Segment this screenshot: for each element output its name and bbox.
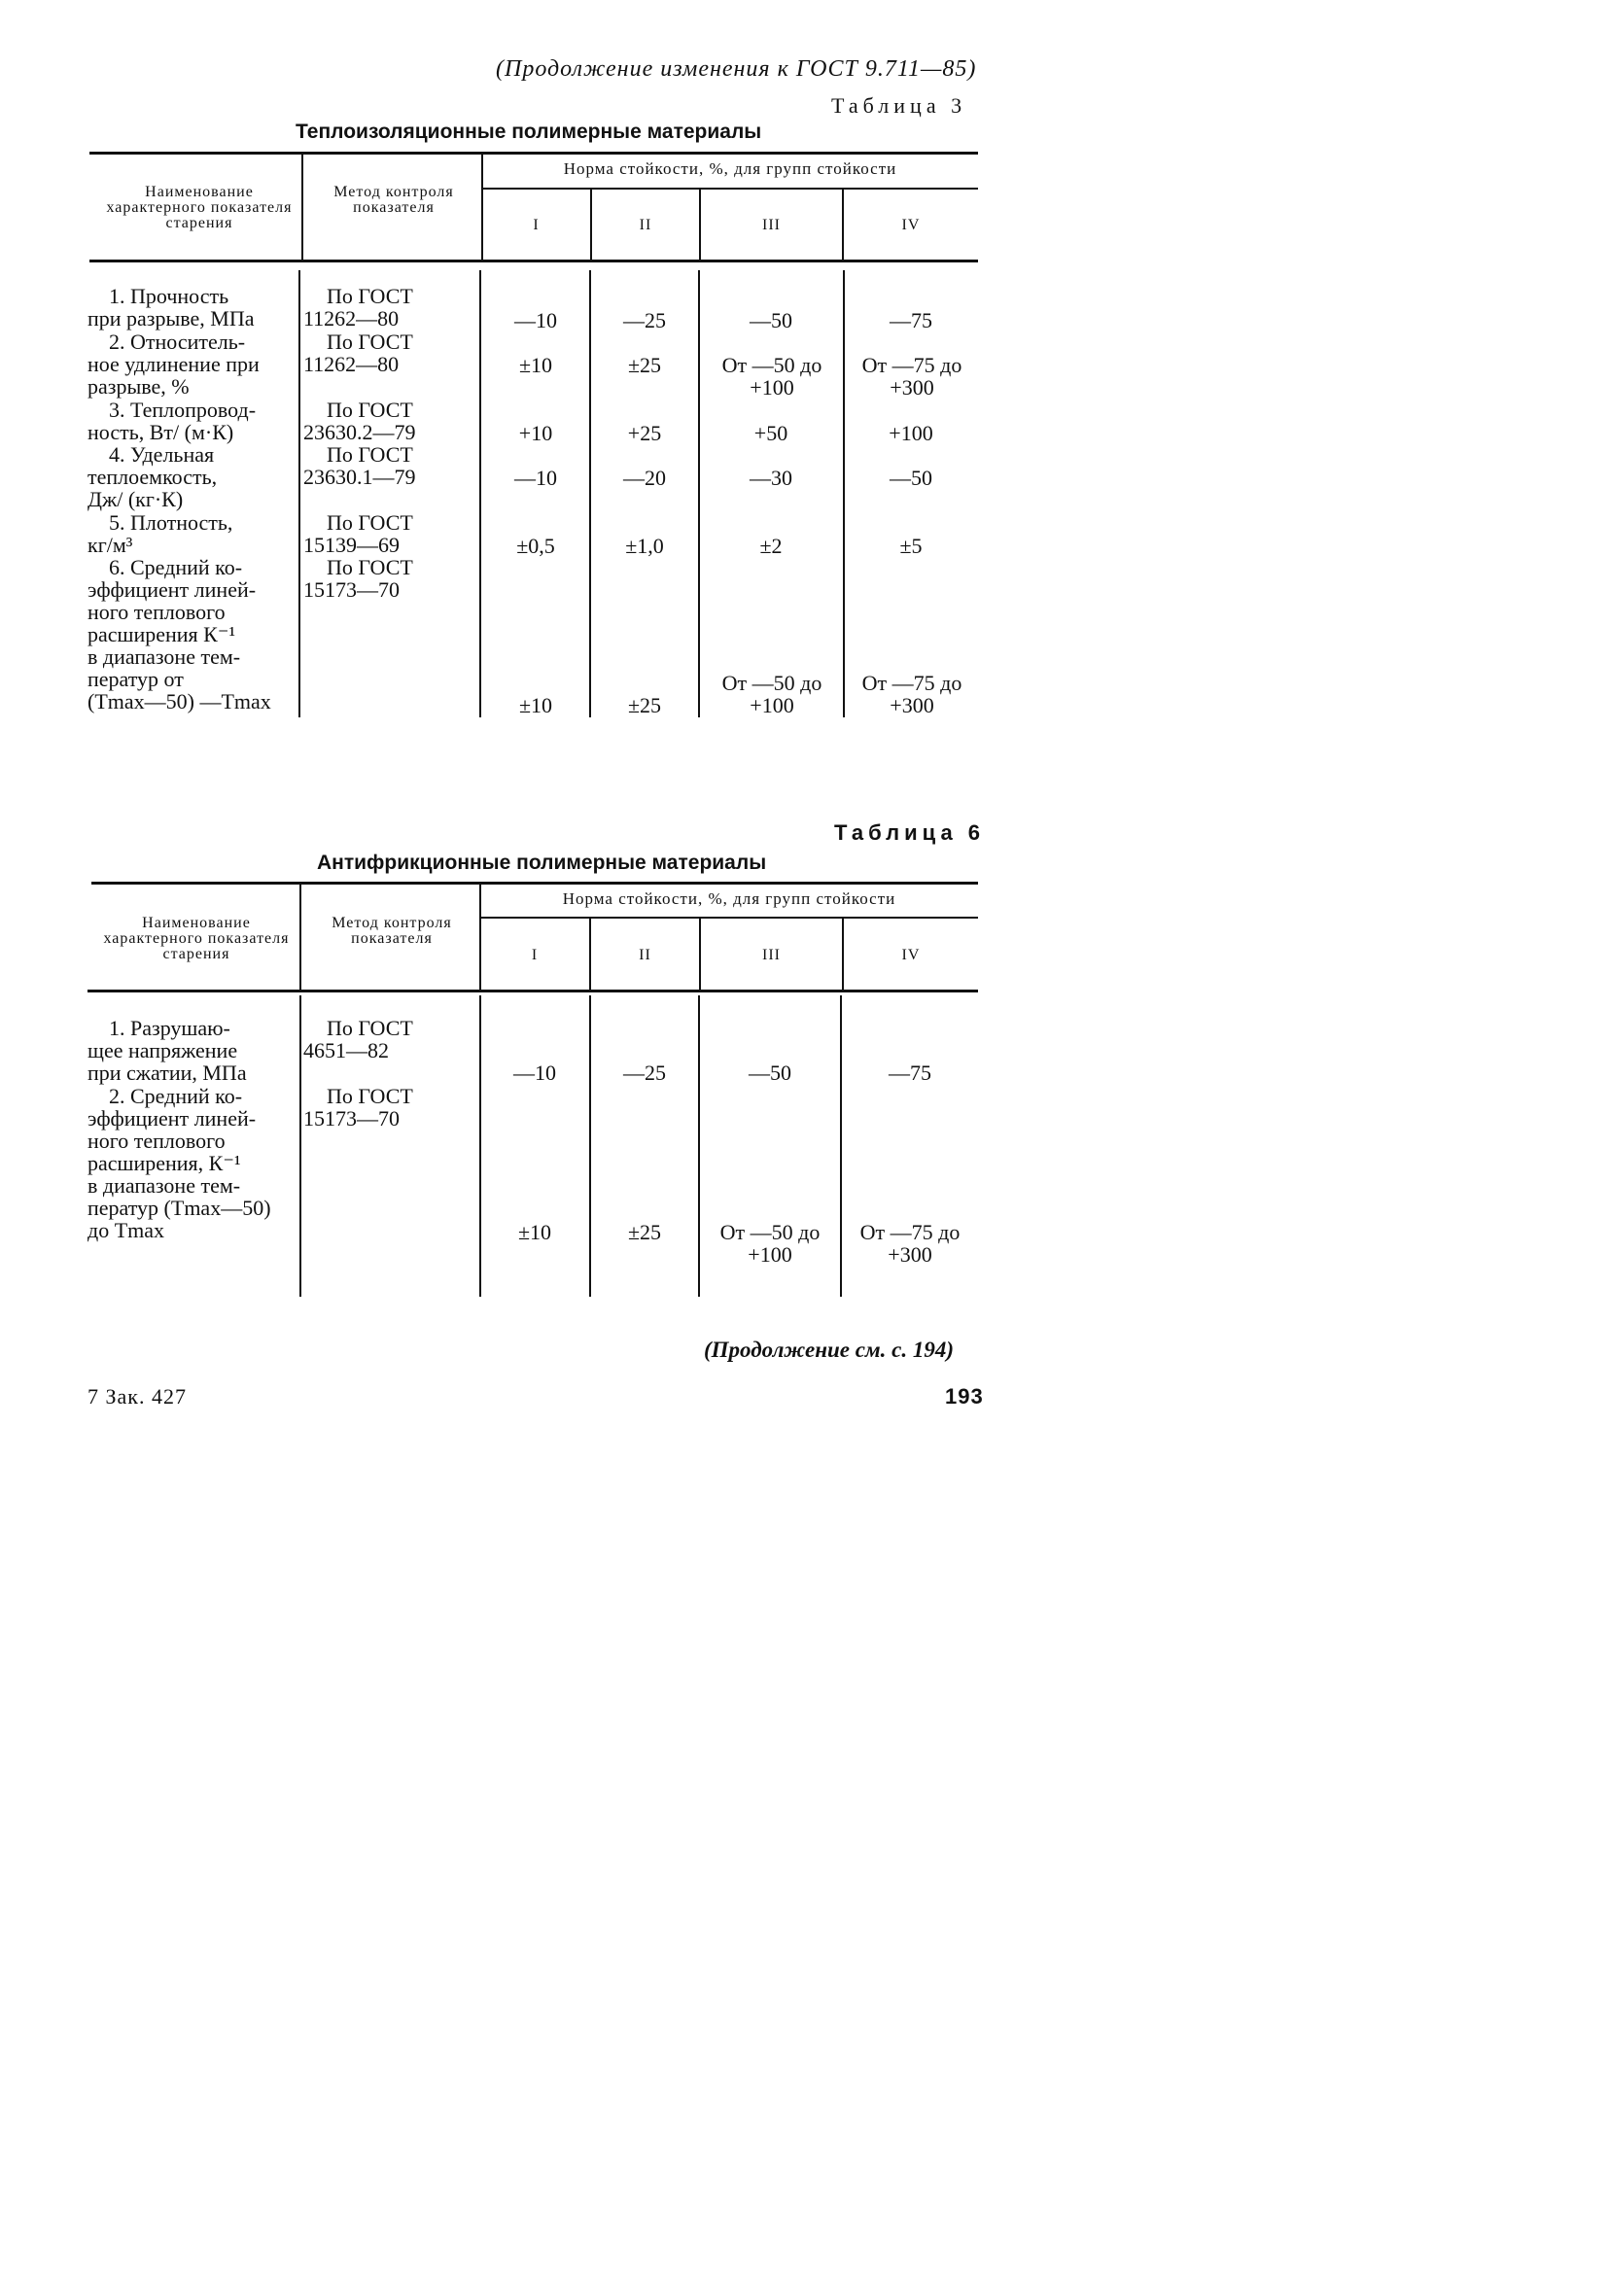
table3-row3-value: +100 bbox=[889, 421, 933, 445]
table6-row1-name: при сжатии, МПа bbox=[87, 1061, 247, 1085]
table3-top-rule bbox=[89, 152, 978, 155]
table3-row4-method: 23630.1—79 bbox=[303, 465, 416, 489]
table3-row6-value: От —75 до +300 bbox=[861, 671, 962, 717]
table3-row5-name: кг/м³ bbox=[87, 533, 133, 557]
table6-row1-name: щее напряжение bbox=[87, 1038, 238, 1062]
table3-group-header: I bbox=[533, 217, 540, 233]
table3-number: Таблица 3 bbox=[831, 93, 967, 118]
table6-row2-name: до Tmax bbox=[87, 1218, 165, 1242]
table3-row4-name: 4. Удельная bbox=[109, 442, 215, 467]
table6-row1-name: 1. Разрушаю- bbox=[109, 1016, 230, 1040]
table3-row1-method: 11262—80 bbox=[303, 306, 400, 330]
table6-col-norm-header: Норма стойкости, %, для групп стойкости bbox=[562, 889, 896, 908]
table3-row3-method: По ГОСТ bbox=[327, 398, 413, 422]
table3-row6-name: ператур от bbox=[87, 667, 184, 691]
table3-row1-value: —50 bbox=[750, 308, 792, 332]
table3-row4-value: —30 bbox=[750, 466, 792, 490]
table3-row4-value: —50 bbox=[890, 466, 932, 490]
table3-row4-name: теплоемкость, bbox=[87, 465, 218, 489]
continuation-header: (Продолжение изменения к ГОСТ 9.711—85) bbox=[496, 56, 977, 82]
table3-body-divider bbox=[479, 270, 481, 717]
page-number: 193 bbox=[945, 1384, 984, 1409]
table3-col-method-header: Метод контроля показателя bbox=[333, 184, 454, 216]
table6-body-divider bbox=[299, 995, 301, 1297]
table6-row2-value: ±10 bbox=[517, 1220, 552, 1244]
table3-row4-name: Дж/ (кг·К) bbox=[87, 487, 184, 511]
table3-col-name-header: Наименование характерного показателя старения bbox=[106, 184, 293, 231]
table6-row2-name: ператур (Tmax—50) bbox=[87, 1196, 271, 1220]
table3-header-rule bbox=[89, 260, 978, 262]
table6-row2-name: 2. Средний ко- bbox=[109, 1084, 243, 1108]
table6-row2-name: ного теплового bbox=[87, 1129, 226, 1153]
table6-group-header: II bbox=[639, 947, 651, 963]
table6-row2-name: в диапазоне тем- bbox=[87, 1173, 241, 1198]
table3-row6-value: От —50 до +100 bbox=[721, 671, 822, 717]
table3-hdr-divider bbox=[301, 154, 303, 260]
table6-row2-method: 15173—70 bbox=[303, 1106, 400, 1131]
table6-row1-method: По ГОСТ bbox=[327, 1016, 413, 1040]
table6-row2-value: От —50 до +100 bbox=[719, 1220, 821, 1267]
table3-row6-value: ±10 bbox=[518, 693, 553, 717]
table6-header-rule bbox=[87, 990, 978, 992]
table3-body-divider bbox=[843, 270, 845, 717]
table6-top-rule bbox=[91, 882, 978, 885]
table3-row2-value: ±25 bbox=[627, 353, 662, 377]
table3-row5-value: ±2 bbox=[759, 534, 783, 558]
table3-row6-value: ±25 bbox=[627, 693, 662, 717]
table3-row3-method: 23630.2—79 bbox=[303, 420, 416, 444]
table3-row2-method: По ГОСТ bbox=[327, 330, 413, 354]
table3-row3-name: 3. Теплопровод- bbox=[109, 398, 257, 422]
table3-row1-value: —25 bbox=[623, 308, 666, 332]
table6-group-header: I bbox=[531, 947, 539, 963]
table3-row5-value: ±1,0 bbox=[625, 534, 664, 558]
table6-group-header: IV bbox=[901, 947, 921, 963]
table3-row5-method: По ГОСТ bbox=[327, 510, 413, 535]
table3-row6-name: расширения К⁻¹ bbox=[87, 622, 236, 646]
table3-row1-name: 1. Прочность bbox=[109, 284, 229, 308]
table3-group-header: II bbox=[639, 217, 652, 233]
table3-row3-value: +25 bbox=[627, 421, 662, 445]
table3-row1-name: при разрыве, МПа bbox=[87, 306, 255, 330]
table3-body-divider bbox=[298, 270, 300, 717]
table3-row6-name: ного теплового bbox=[87, 600, 226, 624]
table3-row2-name: ное удлинение при bbox=[87, 352, 260, 376]
table3-row5-method: 15139—69 bbox=[303, 533, 400, 557]
table3-row4-method: По ГОСТ bbox=[327, 442, 413, 467]
table3-row2-name: разрыве, % bbox=[87, 374, 190, 399]
table6-col-name-header: Наименование характерного показателя старения bbox=[103, 915, 290, 962]
table6-hdr-divider bbox=[299, 884, 301, 990]
table3-row6-name: 6. Средний ко- bbox=[109, 555, 243, 579]
table6-row2-name: эффициент линей- bbox=[87, 1106, 257, 1131]
table3-col-norm-header: Норма стойкости, %, для групп стойкости bbox=[563, 159, 897, 178]
table3-row5-value: ±5 bbox=[899, 534, 923, 558]
table3-row3-value: +50 bbox=[753, 421, 788, 445]
table3-row5-name: 5. Плотность, bbox=[109, 510, 233, 535]
table6-body-divider bbox=[589, 995, 591, 1297]
table6-row1-value: —10 bbox=[513, 1061, 556, 1085]
table6-row2-value: ±25 bbox=[627, 1220, 662, 1244]
table3-row6-name: эффициент линей- bbox=[87, 577, 257, 602]
order-number: 7 Зак. 427 bbox=[87, 1384, 187, 1409]
table3-row1-method: По ГОСТ bbox=[327, 284, 413, 308]
table6-row1-value: —25 bbox=[623, 1061, 666, 1085]
table6-row2-method: По ГОСТ bbox=[327, 1084, 413, 1108]
table6-row1-value: —50 bbox=[749, 1061, 791, 1085]
table6-row2-name: расширения, К⁻¹ bbox=[87, 1151, 241, 1175]
table6-row1-method: 4651—82 bbox=[303, 1038, 389, 1062]
table3-row2-value: ±10 bbox=[518, 353, 553, 377]
table6-title: Антифрикционные полимерные материалы bbox=[317, 852, 767, 874]
table3-body-divider bbox=[589, 270, 591, 717]
table3-group-header: III bbox=[762, 217, 781, 233]
table3-title: Теплоизоляционные полимерные материалы bbox=[296, 121, 762, 143]
table3-row2-value: От —50 до +100 bbox=[721, 353, 822, 400]
table3-row3-value: +10 bbox=[518, 421, 553, 445]
table6-body-divider bbox=[479, 995, 481, 1297]
table6-row2-value: От —75 до +300 bbox=[859, 1220, 961, 1267]
table3-body-divider bbox=[698, 270, 700, 717]
document-page bbox=[0, 0, 1069, 1527]
table6-group-header: III bbox=[762, 947, 781, 963]
table3-header-subrule bbox=[482, 188, 978, 190]
table3-row2-name: 2. Относитель- bbox=[109, 330, 246, 354]
table3-row6-name: (Tmax—50) —Tmax bbox=[87, 689, 271, 713]
table3-row1-value: —10 bbox=[514, 308, 557, 332]
table3-row4-value: —20 bbox=[623, 466, 666, 490]
table3-row3-name: ность, Вт/ (м·К) bbox=[87, 420, 234, 444]
table3-row6-method: 15173—70 bbox=[303, 577, 400, 602]
table6-header-subrule bbox=[480, 917, 978, 919]
table3-row1-value: —75 bbox=[890, 308, 932, 332]
table3-row4-value: —10 bbox=[514, 466, 557, 490]
continuation-footer: (Продолжение см. с. 194) bbox=[704, 1338, 955, 1362]
table3-row5-value: ±0,5 bbox=[516, 534, 555, 558]
table3-group-header: IV bbox=[901, 217, 921, 233]
table3-row6-name: в диапазоне тем- bbox=[87, 644, 241, 669]
table6-col-method-header: Метод контроля показателя bbox=[332, 915, 452, 947]
table3-row2-value: От —75 до +300 bbox=[861, 353, 962, 400]
table6-row1-value: —75 bbox=[889, 1061, 931, 1085]
table3-row2-method: 11262—80 bbox=[303, 352, 400, 376]
table6-number: Таблица 6 bbox=[834, 820, 986, 845]
table3-row6-method: По ГОСТ bbox=[327, 555, 413, 579]
